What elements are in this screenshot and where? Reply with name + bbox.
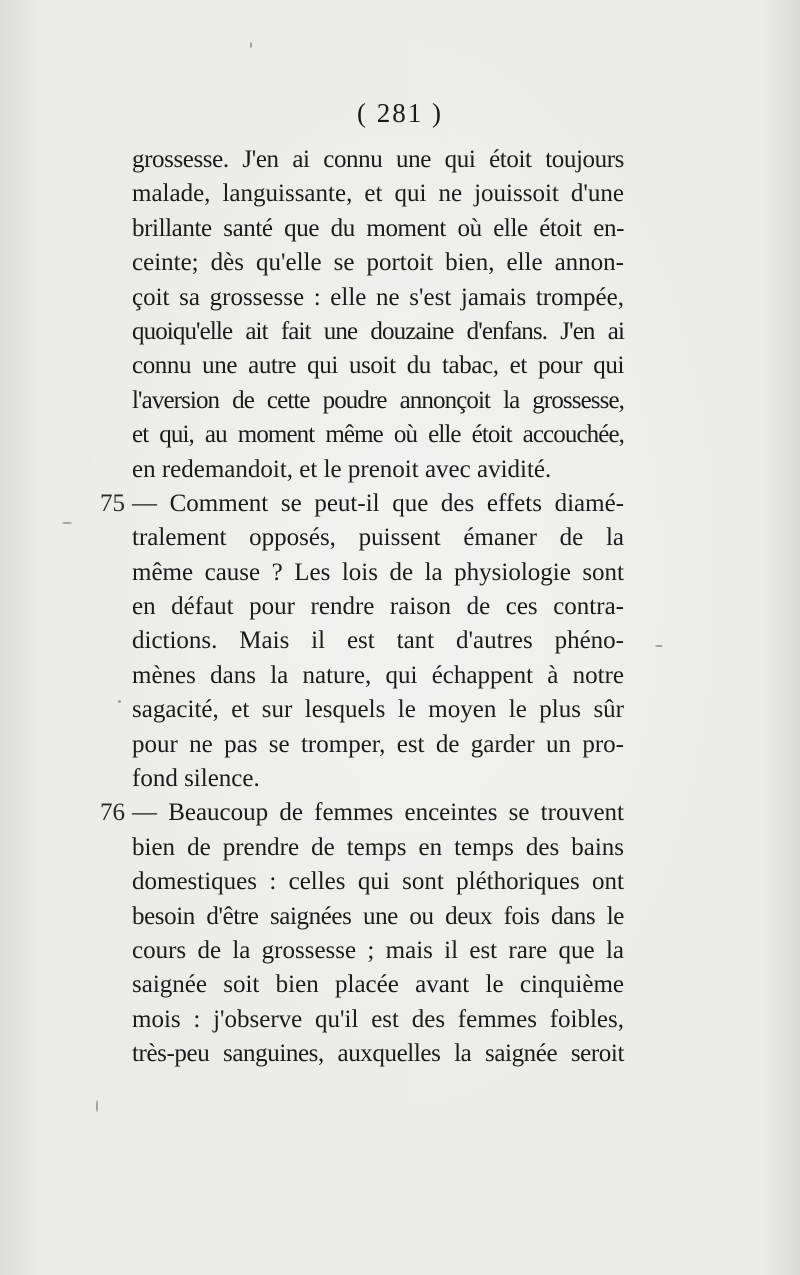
- text-line: saignée soit bien placée avant le cinquième: [132, 971, 624, 999]
- text-line: l'aversion de cette poudre annonçoit la grossesse,: [132, 386, 624, 414]
- text-line: connu une autre qui usoit du tabac, et pour qui: [132, 352, 624, 380]
- text-line: pour ne pas se tromper, est de garder un pro-: [132, 730, 624, 758]
- paper-speck: [96, 1100, 98, 1112]
- text-line: mènes dans la nature, qui échappent à notre: [132, 661, 624, 689]
- text-line: dictions. Mais il est tant d'autres phéno-: [132, 627, 624, 655]
- text-line: malade, languissante, et qui ne jouissoit d'une: [132, 180, 624, 208]
- paper-speck: [655, 645, 663, 647]
- text-line: çoit sa grossesse : elle ne s'est jamais trompée,: [132, 283, 624, 311]
- text-line: très-peu sanguines, auxquelles la saignée seroit: [132, 1040, 624, 1068]
- text-line: cours de la grossesse ; mais il est rare que la: [132, 936, 624, 964]
- paragraph-76-first-line: [100, 796, 624, 830]
- text-line: bien de prendre de temps en temps des bains: [132, 833, 624, 861]
- text-line: en redemandoit, et le prenoit avec avidité.: [132, 455, 552, 483]
- text-line: en défaut pour rendre raison de ces contra-: [132, 593, 624, 621]
- text-line: brillante santé que du moment où elle étoit en-: [132, 214, 624, 242]
- text-line: grossesse. J'en ai connu une qui étoit toujours: [132, 146, 624, 173]
- text-line: même cause ? Les lois de la physiologie sont: [132, 558, 624, 586]
- paragraph-75-first-line: [100, 487, 624, 521]
- text-line: fond silence.: [132, 765, 260, 793]
- body-text: [100, 143, 624, 1072]
- page-number: ( 281 ): [357, 98, 443, 128]
- paragraph-number: 75: [100, 489, 125, 517]
- text-line: — Beaucoup de femmes enceintes se trouvent: [132, 799, 624, 827]
- text-line: domestiques : celles qui sont pléthoriques ont: [132, 868, 624, 896]
- paragraph-number: 76: [100, 799, 125, 827]
- text-line: ceinte; dès qu'elle se portoit bien, elle annon-: [132, 249, 624, 277]
- text-line: sagacité, et sur lesquels le moyen le plus sûr: [132, 696, 624, 724]
- text-line: quoiqu'elle ait fait une douzaine d'enfans. J'en ai: [132, 317, 624, 345]
- paper-speck: [118, 700, 121, 703]
- text-line: et qui, au moment même où elle étoit accouchée,: [132, 421, 624, 449]
- paper-speck: [62, 522, 72, 524]
- text-line: — Comment se peut-il que des effets diamé-: [132, 489, 624, 517]
- text-line: mois : j'observe qu'il est des femmes foibles,: [132, 1005, 624, 1033]
- text-line: tralement opposés, puissent émaner de la: [132, 524, 624, 552]
- paper-speck: [250, 42, 252, 48]
- text-line: besoin d'être saignées une ou deux fois dans le: [132, 902, 624, 930]
